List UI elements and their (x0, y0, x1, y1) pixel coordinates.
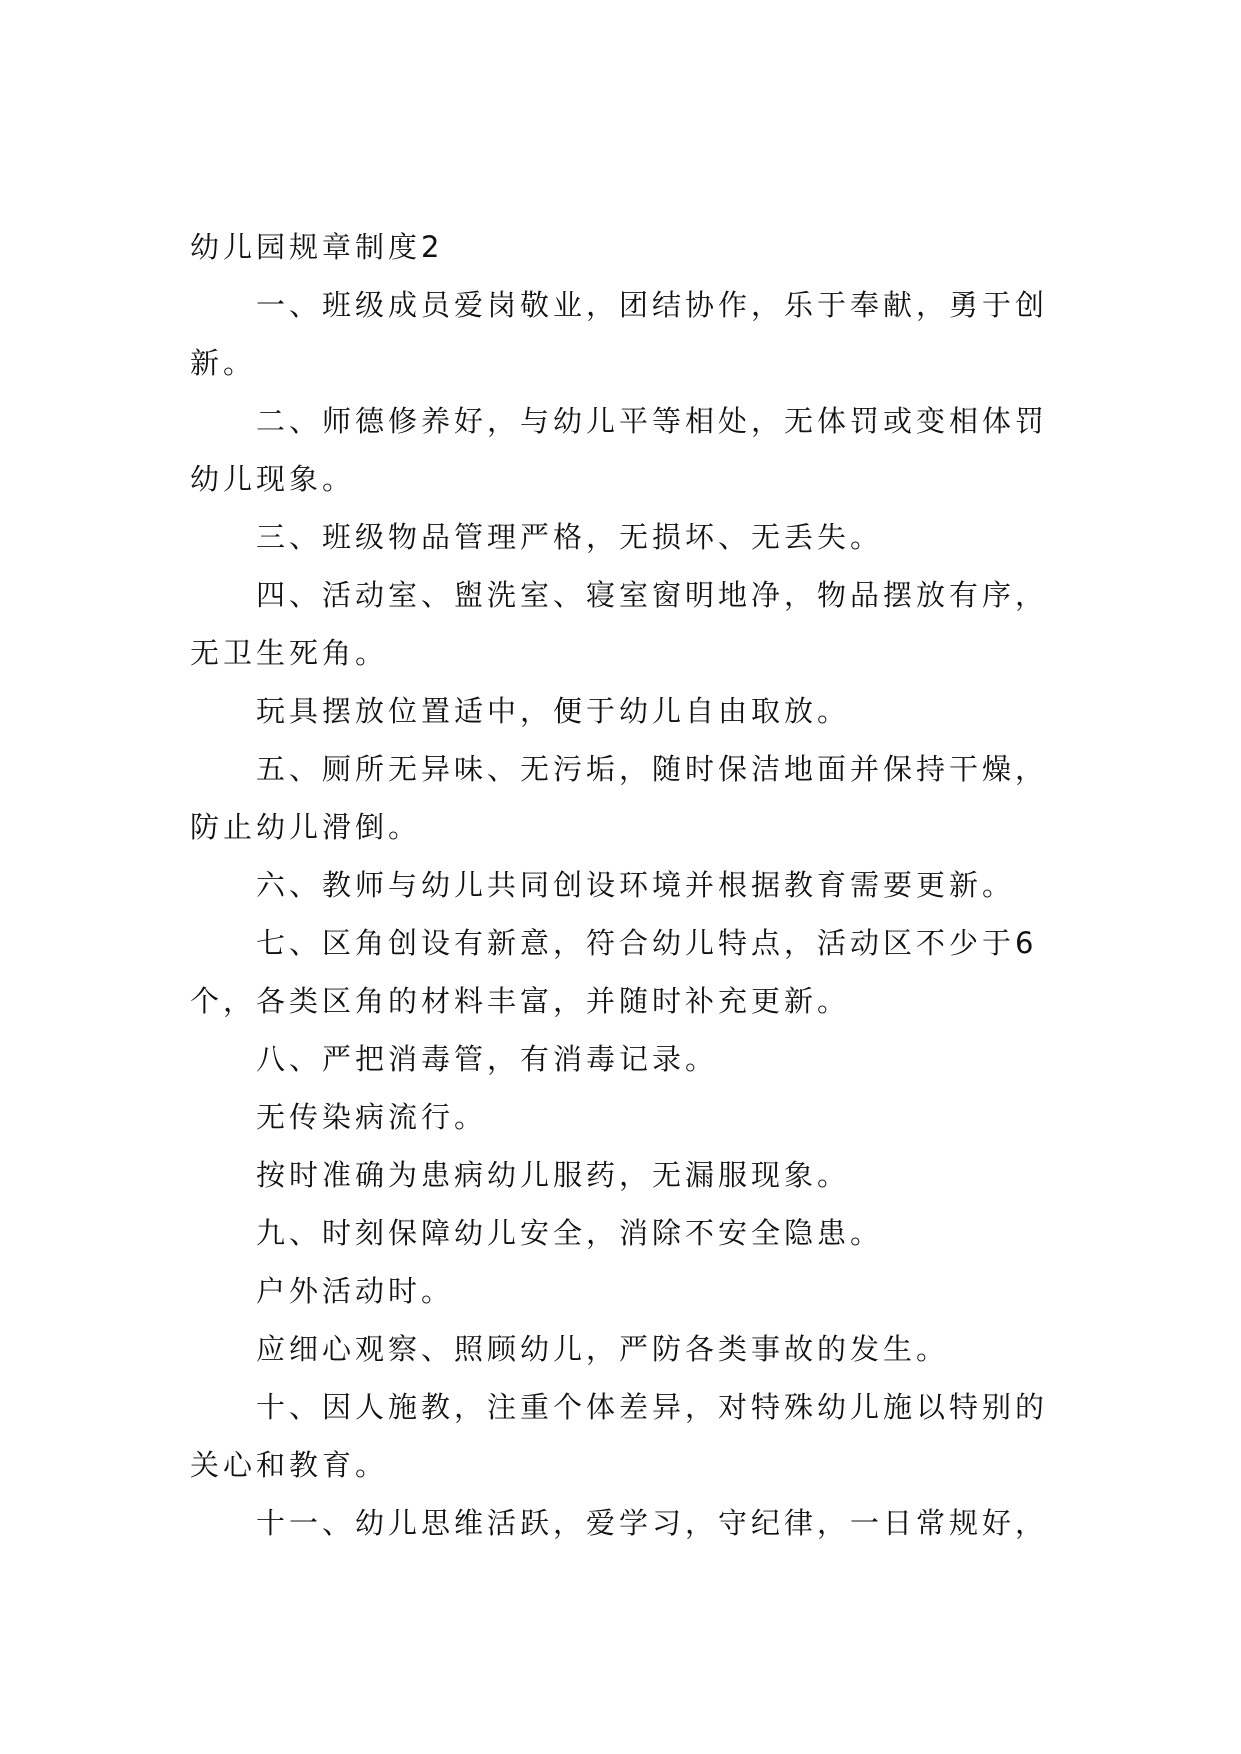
paragraph: 十、因人施教，注重个体差异，对特殊幼儿施以特别的关心和教育。 (190, 1390, 1049, 1482)
paragraph: 按时准确为患病幼儿服药，无漏服现象。 (256, 1158, 851, 1192)
paragraph: 五、厕所无异味、无污垢，随时保洁地面并保持干燥，防止幼儿滑倒。 (190, 752, 1049, 844)
paragraph: 六、教师与幼儿共同创设环境并根据教育需要更新。 (256, 868, 1016, 902)
paragraph: 一、班级成员爱岗敬业，团结协作，乐于奉献，勇于创新。 (190, 288, 1049, 380)
paragraph: 二、师德修养好，与幼儿平等相处，无体罚或变相体罚幼儿现象。 (190, 404, 1049, 496)
paragraph: 八、严把消毒管，有消毒记录。 (256, 1042, 719, 1076)
paragraph: 七、区角创设有新意，符合幼儿特点，活动区不少于6个，各类区角的材料丰富，并随时补充更新。 (190, 926, 1038, 1018)
paragraph: 十一、幼儿思维活跃，爱学习，守纪律，一日常规好， (256, 1506, 1049, 1540)
paragraph: 玩具摆放位置适中，便于幼儿自由取放。 (256, 694, 851, 728)
paragraph: 应细心观察、照顾幼儿，严防各类事故的发生。 (256, 1332, 950, 1366)
paragraph: 四、活动室、盥洗室、寝室窗明地净，物品摆放有序，无卫生死角。 (190, 578, 1049, 670)
paragraph: 户外活动时。 (256, 1274, 455, 1308)
document-title: 幼儿园规章制度2 (190, 230, 444, 264)
document-body (190, 218, 1052, 1552)
paragraph: 三、班级物品管理严格，无损坏、无丢失。 (256, 520, 884, 554)
paragraph: 九、时刻保障幼儿安全，消除不安全隐患。 (256, 1216, 884, 1250)
paragraph: 无传染病流行。 (256, 1100, 488, 1134)
